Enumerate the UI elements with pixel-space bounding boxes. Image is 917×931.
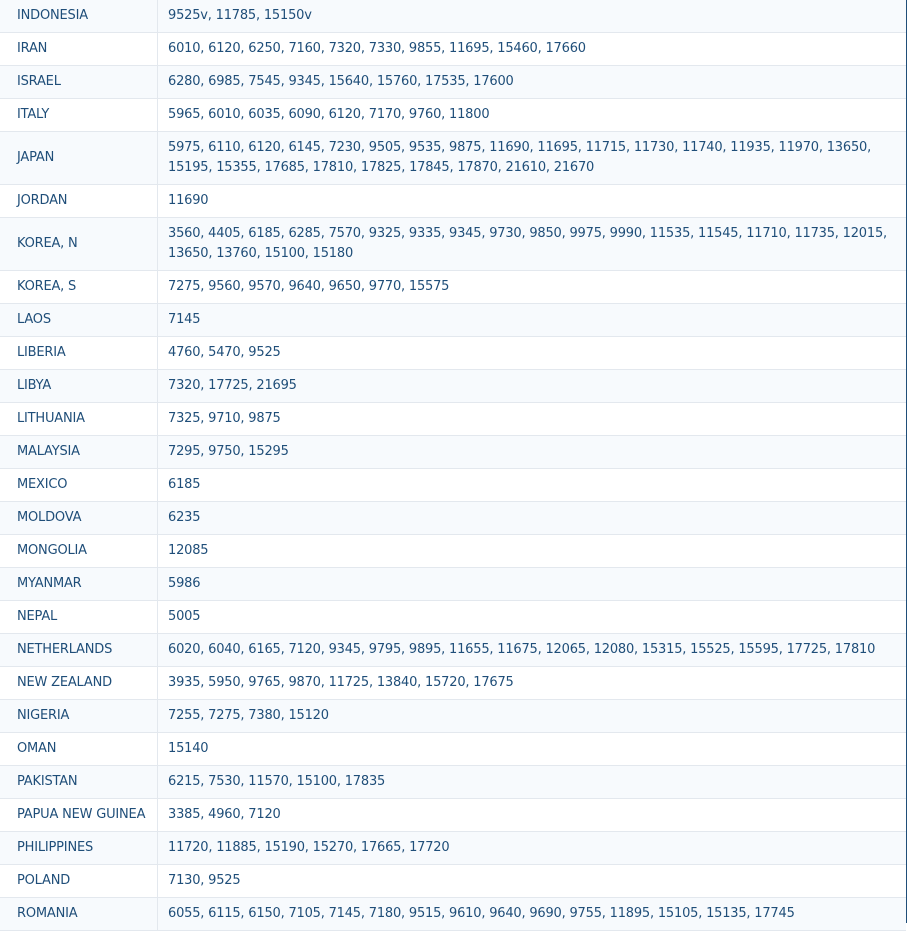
country-cell: NETHERLANDS: [0, 634, 158, 667]
country-cell: LIBYA: [0, 370, 158, 403]
frequencies-cell: 11690: [158, 185, 907, 218]
frequencies-cell: 9525v, 11785, 15150v: [158, 0, 907, 33]
table-row: [0, 469, 906, 502]
frequencies-cell: 4760, 5470, 9525: [158, 337, 907, 370]
country-cell: MOLDOVA: [0, 502, 158, 535]
table-row: [0, 601, 906, 634]
country-cell: MALAYSIA: [0, 436, 158, 469]
country-cell: PAKISTAN: [0, 766, 158, 799]
frequencies-cell: 5986: [158, 568, 907, 601]
frequencies-cell: 5965, 6010, 6035, 6090, 6120, 7170, 9760, 11800: [158, 99, 907, 132]
frequencies-cell: 5005: [158, 601, 907, 634]
frequencies-cell: 11720, 11885, 15190, 15270, 17665, 17720: [158, 832, 907, 865]
table-row: [0, 403, 906, 436]
country-cell: ITALY: [0, 99, 158, 132]
frequencies-cell: 7275, 9560, 9570, 9640, 9650, 9770, 15575: [158, 271, 907, 304]
table-row: [0, 33, 906, 66]
frequencies-cell: 7295, 9750, 15295: [158, 436, 907, 469]
frequencies-cell: 3560, 4405, 6185, 6285, 7570, 9325, 9335, 9345, 9730, 9850, 9975, 9990, 11535, 11545, 11710, 11735, 12015, 13650, 13760, 15100, 15180: [158, 218, 907, 271]
frequencies-cell: 6185: [158, 469, 907, 502]
frequencies-cell: 7325, 9710, 9875: [158, 403, 907, 436]
table-row: [0, 436, 906, 469]
table-row: [0, 766, 906, 799]
table-row: [0, 370, 906, 403]
frequencies-cell: 6235: [158, 502, 907, 535]
table-row: [0, 733, 906, 766]
frequencies-cell: 7145: [158, 304, 907, 337]
country-cell: JAPAN: [0, 132, 158, 185]
table-row: [0, 535, 906, 568]
table-row: [0, 185, 906, 218]
country-cell: LITHUANIA: [0, 403, 158, 436]
table-row: [0, 66, 906, 99]
country-cell: ISRAEL: [0, 66, 158, 99]
table-row: [0, 634, 906, 667]
table-row: [0, 0, 906, 33]
frequencies-cell: 6020, 6040, 6165, 7120, 9345, 9795, 9895, 11655, 11675, 12065, 12080, 15315, 15525, 15595, 17725, 17810: [158, 634, 907, 667]
frequencies-cell: 6055, 6115, 6150, 7105, 7145, 7180, 9515, 9610, 9640, 9690, 9755, 11895, 15105, 15135, 17745: [158, 898, 907, 931]
country-cell: NIGERIA: [0, 700, 158, 733]
table-row: [0, 218, 906, 271]
frequencies-cell: 6215, 7530, 11570, 15100, 17835: [158, 766, 907, 799]
country-cell: KOREA, N: [0, 218, 158, 271]
table-row: [0, 898, 906, 931]
country-cell: INDONESIA: [0, 0, 158, 33]
frequencies-cell: 7255, 7275, 7380, 15120: [158, 700, 907, 733]
country-cell: NEW ZEALAND: [0, 667, 158, 700]
table-row: [0, 502, 906, 535]
table-row: [0, 271, 906, 304]
table-row: [0, 568, 906, 601]
frequencies-cell: 12085: [158, 535, 907, 568]
frequencies-cell: 15140: [158, 733, 907, 766]
table-row: [0, 99, 906, 132]
country-cell: ROMANIA: [0, 898, 158, 931]
frequencies-cell: 3935, 5950, 9765, 9870, 11725, 13840, 15720, 17675: [158, 667, 907, 700]
table-row: [0, 337, 906, 370]
country-cell: PHILIPPINES: [0, 832, 158, 865]
frequencies-cell: 6280, 6985, 7545, 9345, 15640, 15760, 17535, 17600: [158, 66, 907, 99]
frequencies-cell: 7320, 17725, 21695: [158, 370, 907, 403]
table-row: [0, 132, 906, 185]
country-cell: LIBERIA: [0, 337, 158, 370]
table-row: [0, 799, 906, 832]
country-cell: PAPUA NEW GUINEA: [0, 799, 158, 832]
table-row: [0, 865, 906, 898]
country-cell: LAOS: [0, 304, 158, 337]
table-row: [0, 832, 906, 865]
country-cell: KOREA, S: [0, 271, 158, 304]
country-cell: IRAN: [0, 33, 158, 66]
frequencies-cell: 7130, 9525: [158, 865, 907, 898]
frequencies-cell: 5975, 6110, 6120, 6145, 7230, 9505, 9535, 9875, 11690, 11695, 11715, 11730, 11740, 11935, 11970, 13650, 15195, 15355, 17685, 17810, 17825, 17845, 17870, 21610, 21670: [158, 132, 907, 185]
country-cell: JORDAN: [0, 185, 158, 218]
table-row: [0, 700, 906, 733]
country-cell: OMAN: [0, 733, 158, 766]
country-cell: MYANMAR: [0, 568, 158, 601]
frequencies-cell: 6010, 6120, 6250, 7160, 7320, 7330, 9855, 11695, 15460, 17660: [158, 33, 907, 66]
table-row: [0, 667, 906, 700]
table-row: [0, 304, 906, 337]
country-cell: NEPAL: [0, 601, 158, 634]
country-cell: MEXICO: [0, 469, 158, 502]
frequencies-cell: 3385, 4960, 7120: [158, 799, 907, 832]
country-cell: MONGOLIA: [0, 535, 158, 568]
country-cell: POLAND: [0, 865, 158, 898]
